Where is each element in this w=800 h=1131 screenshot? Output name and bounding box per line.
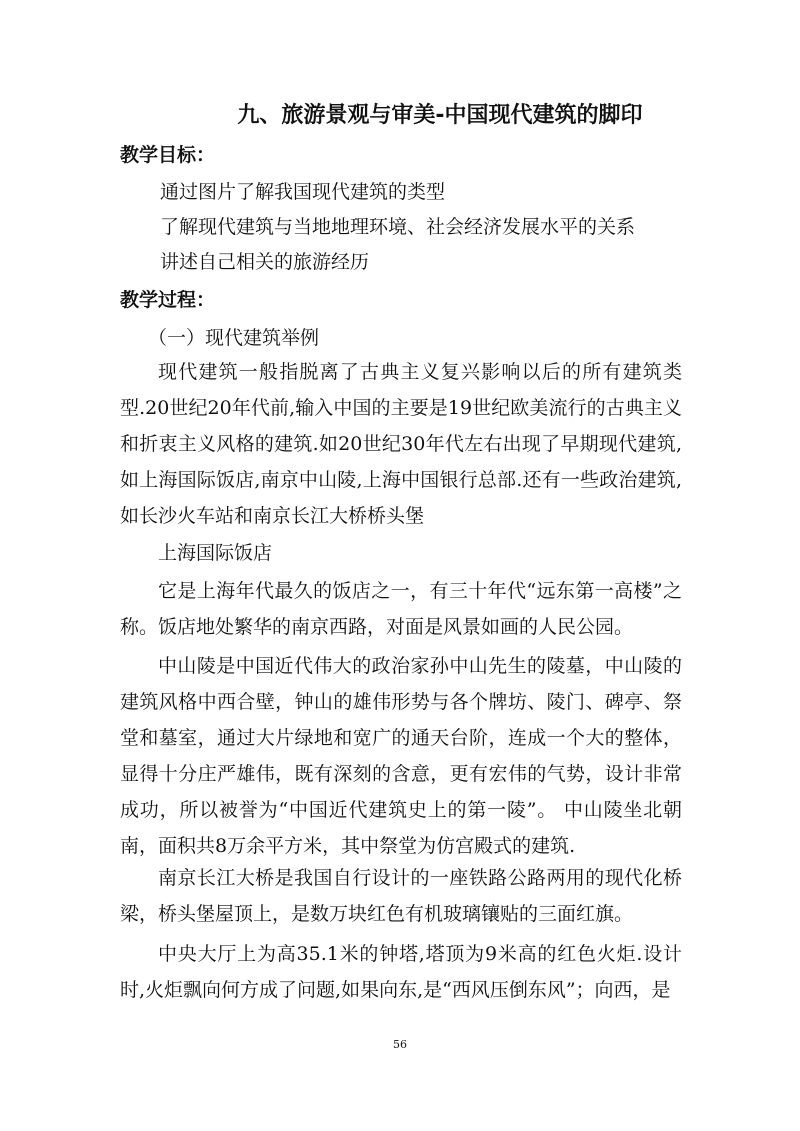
objectives-heading: 教学目标： bbox=[120, 144, 216, 166]
objective-item: 了解现代建筑与当地地理环境、社会经济发展水平的关系 bbox=[160, 216, 636, 238]
paragraph-hotel-heading: 上海国际饭店 bbox=[158, 542, 273, 564]
paragraph-yangtze-bridge: 南京长江大桥是我国自行设计的一座铁路公路两用的现代化桥梁，桥头堡屋顶上，是数万块红色有机玻璃镶贴的三面红旗。 bbox=[120, 867, 682, 925]
objective-item: 通过图片了解我国现代建筑的类型 bbox=[160, 181, 446, 203]
process-heading: 教学过程： bbox=[120, 289, 216, 311]
paragraph-hotel-description: 它是上海年代最久的饭店之一，有三十年代“远东第一高楼”之称。饭店地处繁华的南京西路，对面是风景如画的人民公园。 bbox=[120, 580, 682, 638]
paragraph-sun-yat-sen-mausoleum: 中山陵是中国近代伟大的政治家孙中山先生的陵墓，中山陵的建筑风格中西合壁，钟山的雄伟形势与各个牌坊、陵门、碑亭、祭堂和墓室，通过大片绿地和宽广的通天台阶，连成一个大的整体，显得十分庄严雄伟，既有深刻的含意，更有宏伟的气势，设计非常成功，所以被誉为“中国近代建筑史上的第一陵”。 中山陵坐北朝南，面积共8万余平方米，其中祭堂为仿宫殿式的建筑. bbox=[120, 655, 682, 857]
page-number: 56 bbox=[393, 1038, 407, 1051]
objective-item: 讲述自己相关的旅游经历 bbox=[160, 251, 370, 273]
page-title: 九、旅游景观与审美-中国现代建筑的脚印 bbox=[237, 103, 643, 128]
paragraph-modern-architecture: 现代建筑一般指脱离了古典主义复兴影响以后的所有建筑类型.20世纪20年代前,输入中国的主要是19世纪欧美流行的古典主义和折衷主义风格的建筑.如20世纪30年代左右出现了早期现代建筑,如上海国际饭店,南京中山陵,上海中国银行总部.还有一些政治建筑,如长沙火车站和南京长江大桥桥头堡 bbox=[120, 361, 682, 527]
section-heading: （一）现代建筑举例 bbox=[148, 327, 320, 349]
paragraph-clock-tower: 中央大厅上为高35.1米的钟塔,塔顶为9米高的红色火炬.设计时,火炬飘向何方成了问题,如果向东,是“西风压倒东风”；向西，是 bbox=[120, 943, 682, 1001]
